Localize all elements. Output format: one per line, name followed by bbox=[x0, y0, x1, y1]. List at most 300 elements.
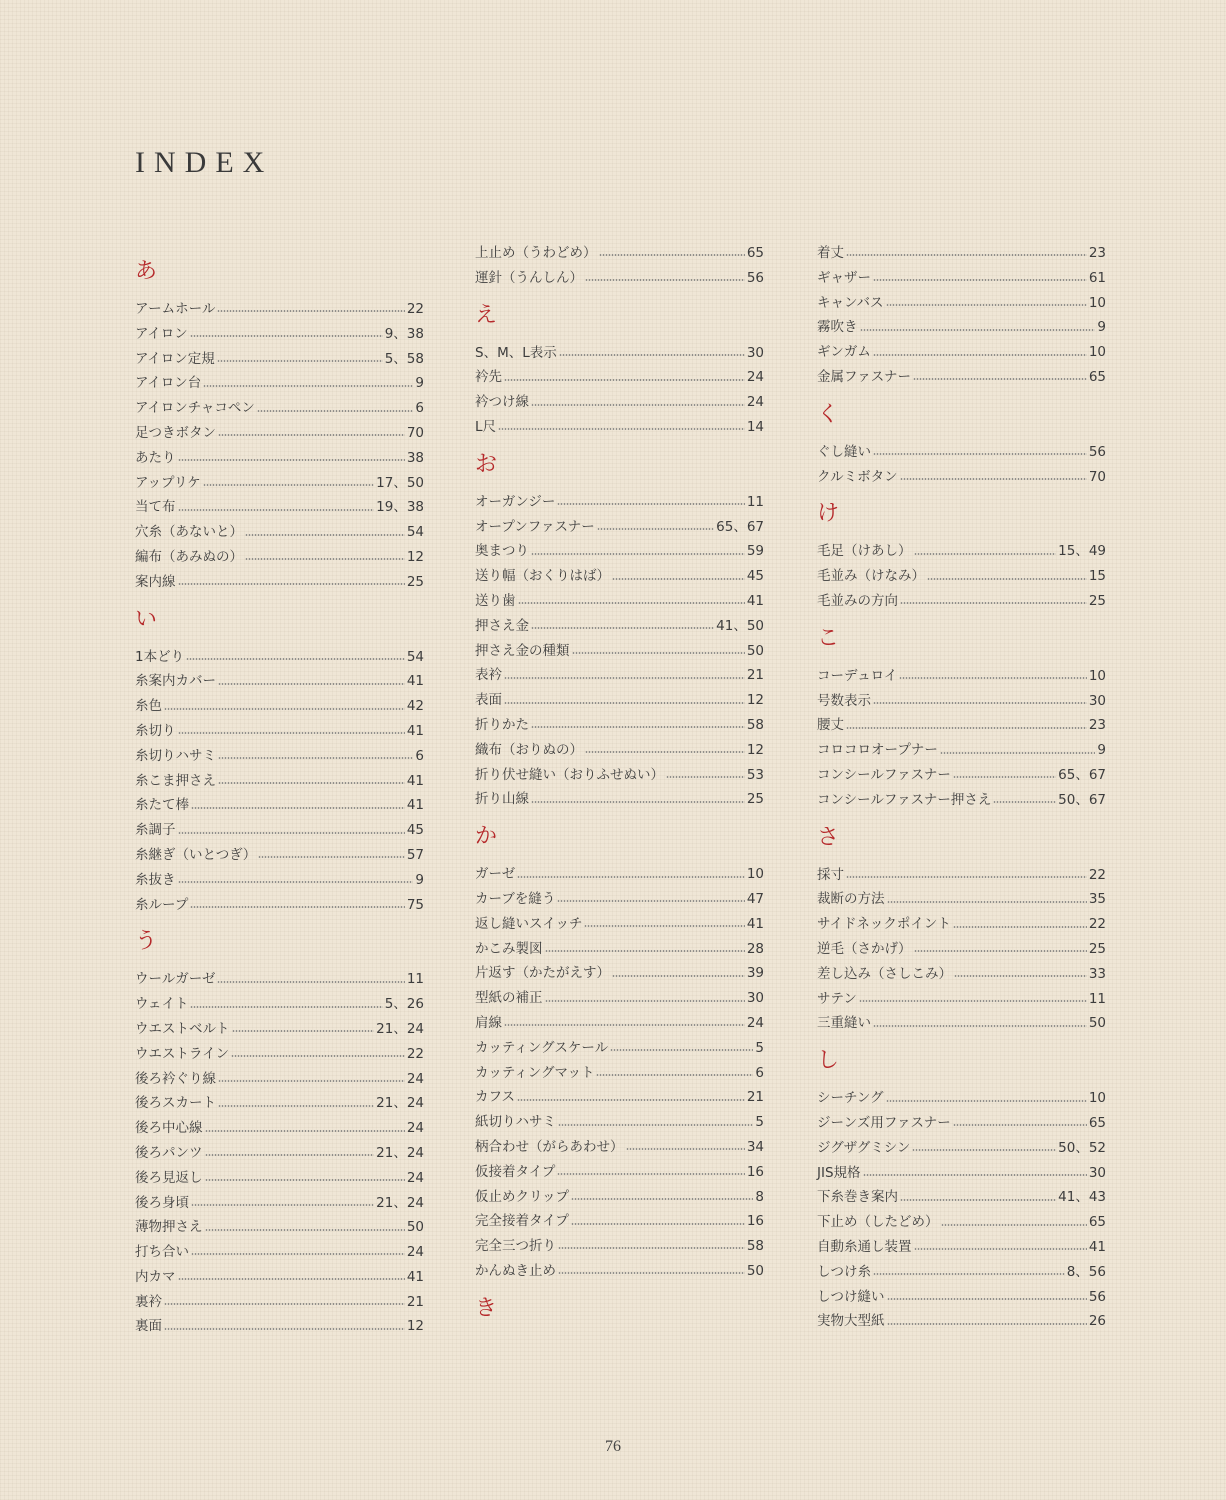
index-pages: 41 bbox=[1088, 1238, 1106, 1255]
index-entry bbox=[475, 961, 764, 986]
dot-leader bbox=[860, 329, 1096, 331]
dot-leader bbox=[164, 708, 405, 710]
index-entry bbox=[817, 713, 1106, 738]
index-term: ぐし縫い bbox=[817, 443, 871, 460]
index-entry bbox=[135, 545, 424, 570]
dot-leader bbox=[612, 578, 745, 580]
index-pages: 21 bbox=[746, 667, 764, 684]
index-term: アップリケ bbox=[135, 474, 201, 491]
index-pages: 12 bbox=[406, 1318, 424, 1335]
index-entry bbox=[475, 1135, 764, 1160]
kana-section-heading: あ bbox=[135, 259, 158, 284]
dot-leader bbox=[218, 683, 405, 685]
index-entry bbox=[475, 688, 764, 713]
dot-leader bbox=[190, 335, 383, 337]
dot-leader bbox=[585, 279, 745, 281]
index-term: 折り伏せ縫い（おりふせぬい） bbox=[475, 766, 664, 783]
index-entry bbox=[135, 1191, 424, 1216]
index-title: INDEX bbox=[135, 146, 274, 179]
index-pages: 24 bbox=[406, 1244, 424, 1261]
index-pages: 33 bbox=[1088, 965, 1106, 982]
index-term: 衿先 bbox=[475, 369, 502, 386]
dot-leader bbox=[914, 950, 1087, 952]
index-entry bbox=[817, 539, 1106, 564]
dot-leader bbox=[846, 254, 1087, 256]
index-entry bbox=[817, 664, 1106, 689]
dot-leader bbox=[190, 906, 404, 908]
index-term: アイロン bbox=[135, 325, 188, 342]
index-term: 柄合わせ（がらあわせ） bbox=[475, 1138, 624, 1155]
index-pages: 24 bbox=[406, 1169, 424, 1186]
index-pages: 41 bbox=[406, 772, 424, 789]
index-pages: 30 bbox=[746, 990, 764, 1007]
index-term: ウエストライン bbox=[135, 1045, 230, 1062]
dot-leader bbox=[517, 876, 745, 878]
index-entry bbox=[475, 738, 764, 763]
index-pages: 21 bbox=[406, 1293, 424, 1310]
index-term: 仮止めクリップ bbox=[475, 1188, 569, 1205]
index-entry bbox=[817, 241, 1106, 266]
index-term: かんぬき止め bbox=[475, 1262, 556, 1279]
index-pages: 5 bbox=[755, 1039, 764, 1056]
index-pages: 6 bbox=[415, 400, 424, 417]
index-term: あたり bbox=[135, 449, 176, 466]
index-term: シーチング bbox=[817, 1090, 884, 1107]
index-term: 糸案内カバー bbox=[135, 673, 216, 690]
index-term: 金属ファスナー bbox=[817, 368, 911, 385]
index-pages: 22 bbox=[406, 1045, 424, 1062]
index-term: 着丈 bbox=[817, 245, 844, 261]
index-term: S、M、L表示 bbox=[475, 344, 557, 361]
index-entry bbox=[475, 862, 764, 887]
index-pages: 53 bbox=[746, 766, 764, 783]
kana-section-heading: け bbox=[817, 501, 840, 527]
dot-leader bbox=[585, 751, 745, 753]
dot-leader bbox=[873, 354, 1087, 356]
index-term: 糸こま押さえ bbox=[135, 772, 216, 789]
index-pages: 41 bbox=[406, 797, 424, 814]
index-pages: 6 bbox=[415, 747, 424, 764]
dot-leader bbox=[531, 553, 745, 555]
index-pages: 22 bbox=[406, 301, 424, 317]
dot-leader bbox=[531, 801, 745, 803]
index-pages: 14 bbox=[746, 418, 764, 435]
index-entry bbox=[475, 589, 764, 614]
dot-leader bbox=[571, 1223, 745, 1225]
index-term: 後ろ中心線 bbox=[135, 1120, 203, 1137]
dot-leader bbox=[178, 509, 375, 511]
index-entry bbox=[135, 744, 424, 769]
index-pages: 56 bbox=[746, 269, 764, 286]
dot-leader bbox=[178, 832, 405, 834]
dot-leader bbox=[203, 484, 374, 486]
index-entry bbox=[135, 322, 424, 347]
index-term: 編布（あみぬの） bbox=[135, 548, 243, 565]
index-pages: 41、50 bbox=[716, 617, 764, 634]
dot-leader bbox=[217, 981, 404, 983]
index-term: 仮接着タイプ bbox=[475, 1163, 556, 1180]
index-pages: 24 bbox=[746, 394, 764, 411]
index-term: 糸ループ bbox=[135, 896, 189, 913]
index-entry bbox=[135, 694, 424, 719]
index-entry bbox=[475, 787, 764, 812]
index-column-1 bbox=[135, 247, 424, 1339]
index-pages: 58 bbox=[746, 1238, 764, 1255]
index-entry bbox=[135, 719, 424, 744]
dot-leader bbox=[873, 279, 1087, 281]
index-term: 毛足（けあし） bbox=[817, 543, 912, 560]
dot-leader bbox=[558, 1272, 745, 1274]
index-entry bbox=[475, 1160, 764, 1185]
index-pages: 50 bbox=[406, 1219, 424, 1236]
index-pages: 41 bbox=[746, 915, 764, 932]
index-pages: 8 bbox=[755, 1188, 764, 1205]
index-term: コロコロオープナー bbox=[817, 742, 938, 759]
index-term: 下糸巻き案内 bbox=[817, 1189, 898, 1206]
index-entry bbox=[817, 340, 1106, 365]
dot-leader bbox=[217, 310, 404, 312]
index-entry bbox=[475, 539, 764, 564]
index-term: ギャザー bbox=[817, 269, 871, 286]
index-entry bbox=[135, 843, 424, 868]
index-term: アームホール bbox=[135, 301, 216, 317]
index-term: ギンガム bbox=[817, 344, 871, 361]
index-term: 押さえ金 bbox=[475, 617, 529, 634]
index-pages: 8、56 bbox=[1066, 1263, 1106, 1280]
dot-leader bbox=[178, 583, 405, 585]
index-entry bbox=[135, 1314, 424, 1339]
index-term: 自動糸通し装置 bbox=[817, 1238, 912, 1255]
index-pages: 10 bbox=[1088, 344, 1106, 361]
dot-leader bbox=[940, 752, 1096, 754]
index-entry bbox=[475, 241, 764, 266]
dot-leader bbox=[873, 1273, 1065, 1275]
dot-leader bbox=[887, 901, 1087, 903]
index-pages: 10 bbox=[746, 866, 764, 883]
dot-leader bbox=[545, 1000, 745, 1002]
index-term: 糸抜き bbox=[135, 871, 176, 888]
index-pages: 9 bbox=[1097, 742, 1106, 759]
index-entry bbox=[817, 291, 1106, 316]
dot-leader bbox=[517, 1099, 745, 1101]
dot-leader bbox=[859, 1000, 1087, 1002]
index-term: 糸切りハサミ bbox=[135, 747, 216, 764]
index-term: 毛並みの方向 bbox=[817, 592, 898, 609]
index-term: 折り山線 bbox=[475, 791, 529, 808]
index-entry bbox=[135, 1166, 424, 1191]
dot-leader bbox=[610, 1049, 753, 1051]
index-pages: 39 bbox=[746, 965, 764, 982]
index-pages: 56 bbox=[1088, 1288, 1106, 1305]
index-pages: 45 bbox=[406, 822, 424, 839]
index-pages: 22 bbox=[1088, 866, 1106, 883]
index-entry bbox=[475, 1085, 764, 1110]
dot-leader bbox=[231, 1055, 405, 1057]
dot-leader bbox=[887, 1323, 1087, 1325]
index-term: コンシールファスナー押さえ bbox=[817, 791, 992, 808]
index-entry bbox=[475, 1209, 764, 1234]
index-pages: 16 bbox=[746, 1163, 764, 1180]
index-entry bbox=[817, 763, 1106, 788]
dot-leader bbox=[178, 459, 405, 461]
index-entry bbox=[475, 341, 764, 366]
index-entry bbox=[135, 1215, 424, 1240]
index-entry bbox=[135, 1290, 424, 1315]
dot-leader bbox=[599, 254, 745, 256]
index-entry bbox=[475, 515, 764, 540]
dot-leader bbox=[863, 1174, 1087, 1176]
index-entry bbox=[817, 912, 1106, 937]
index-pages: 9 bbox=[1097, 319, 1106, 336]
index-pages: 17、50 bbox=[376, 474, 424, 491]
dot-leader bbox=[572, 652, 745, 654]
index-entry bbox=[817, 365, 1106, 390]
index-term: 後ろ身頃 bbox=[135, 1194, 189, 1211]
index-entry bbox=[475, 1234, 764, 1259]
index-term: 裏衿 bbox=[135, 1293, 162, 1310]
dot-leader bbox=[900, 602, 1087, 604]
index-pages: 21、24 bbox=[376, 1144, 424, 1161]
dot-leader bbox=[953, 776, 1056, 778]
dot-leader bbox=[912, 1149, 1056, 1151]
index-entry bbox=[475, 1110, 764, 1135]
index-pages: 30 bbox=[1088, 692, 1106, 709]
dot-leader bbox=[873, 1025, 1087, 1027]
dot-leader bbox=[217, 360, 383, 362]
index-pages: 10 bbox=[1088, 294, 1106, 311]
index-term: 返し縫いスイッチ bbox=[475, 915, 583, 932]
index-term: 糸色 bbox=[135, 698, 162, 715]
index-term: 薄物押さえ bbox=[135, 1219, 203, 1236]
index-pages: 12 bbox=[746, 692, 764, 709]
dot-leader bbox=[571, 1198, 753, 1200]
index-entry bbox=[817, 1185, 1106, 1210]
index-pages: 15 bbox=[1088, 568, 1106, 585]
dot-leader bbox=[886, 1100, 1087, 1102]
dot-leader bbox=[191, 1253, 405, 1255]
index-term: コンシールファスナー bbox=[817, 766, 951, 783]
index-entry bbox=[135, 1116, 424, 1141]
dot-leader bbox=[941, 1224, 1087, 1226]
dot-leader bbox=[914, 1248, 1087, 1250]
index-term: 内カマ bbox=[135, 1268, 176, 1285]
dot-leader bbox=[504, 1024, 745, 1026]
index-term: 折りかた bbox=[475, 716, 529, 733]
index-term: アイロンチャコペン bbox=[135, 400, 255, 417]
index-entry bbox=[817, 987, 1106, 1012]
dot-leader bbox=[873, 453, 1087, 455]
index-entry bbox=[135, 769, 424, 794]
index-term: 足つきボタン bbox=[135, 424, 216, 441]
index-entry bbox=[817, 266, 1106, 291]
index-pages: 34 bbox=[746, 1138, 764, 1155]
index-pages: 65 bbox=[1088, 1214, 1106, 1231]
index-pages: 25 bbox=[406, 573, 424, 590]
dot-leader bbox=[205, 1229, 405, 1231]
index-pages: 75 bbox=[406, 896, 424, 913]
index-entry bbox=[817, 738, 1106, 763]
index-pages: 24 bbox=[746, 1014, 764, 1031]
dot-leader bbox=[597, 528, 714, 530]
index-term: 打ち合い bbox=[135, 1244, 189, 1261]
dot-leader bbox=[531, 404, 745, 406]
index-pages: 22 bbox=[1088, 916, 1106, 933]
index-entry bbox=[135, 1017, 424, 1042]
index-entry bbox=[817, 1260, 1106, 1285]
index-term: 織布（おりぬの） bbox=[475, 741, 583, 758]
dot-leader bbox=[232, 1030, 375, 1032]
index-term: かこみ製図 bbox=[475, 940, 543, 957]
index-entry bbox=[475, 912, 764, 937]
index-term: サテン bbox=[817, 990, 857, 1007]
index-entry bbox=[135, 1240, 424, 1265]
index-entry bbox=[135, 793, 424, 818]
index-entry bbox=[817, 937, 1106, 962]
index-entry bbox=[817, 1210, 1106, 1235]
index-pages: 30 bbox=[1088, 1164, 1106, 1181]
index-term: 逆毛（さかげ） bbox=[817, 940, 912, 957]
index-pages: 23 bbox=[1088, 245, 1106, 261]
index-entry bbox=[475, 937, 764, 962]
index-entry bbox=[817, 1136, 1106, 1161]
index-term: オープンファスナー bbox=[475, 518, 595, 535]
dot-leader bbox=[584, 925, 744, 927]
index-term: 押さえ金の種類 bbox=[475, 642, 570, 659]
index-entry bbox=[135, 1067, 424, 1092]
index-pages: 26 bbox=[1088, 1313, 1106, 1330]
index-entry bbox=[475, 986, 764, 1011]
index-pages: 11 bbox=[406, 971, 424, 988]
index-term: 糸切り bbox=[135, 722, 176, 739]
index-entry bbox=[475, 1011, 764, 1036]
index-entry bbox=[135, 893, 424, 918]
dot-leader bbox=[178, 1278, 405, 1280]
index-term: 三重縫い bbox=[817, 1015, 871, 1032]
dot-leader bbox=[913, 378, 1087, 380]
index-pages: 65、67 bbox=[1058, 766, 1106, 783]
index-term: カーブを縫う bbox=[475, 890, 556, 907]
index-term: 完全接着タイプ bbox=[475, 1213, 569, 1230]
index-pages: 50、67 bbox=[1058, 791, 1106, 808]
index-term: 案内線 bbox=[135, 573, 176, 590]
index-entry bbox=[817, 589, 1106, 614]
index-pages: 56 bbox=[1088, 443, 1106, 460]
index-pages: 28 bbox=[746, 940, 764, 957]
dot-leader bbox=[558, 1247, 745, 1249]
index-term: アイロン定規 bbox=[135, 350, 215, 367]
kana-section-heading: う bbox=[135, 929, 158, 955]
index-entry bbox=[817, 788, 1106, 813]
dot-leader bbox=[191, 1204, 374, 1206]
index-entry bbox=[817, 1309, 1106, 1334]
index-pages: 50 bbox=[746, 642, 764, 659]
dot-leader bbox=[205, 1154, 375, 1156]
index-entry bbox=[475, 614, 764, 639]
dot-leader bbox=[559, 354, 745, 356]
index-term: 表面 bbox=[475, 692, 502, 709]
dot-leader bbox=[190, 1006, 382, 1008]
kana-section-heading: き bbox=[475, 1295, 498, 1321]
dot-leader bbox=[873, 702, 1087, 704]
index-entry bbox=[135, 446, 424, 471]
index-pages: 47 bbox=[746, 890, 764, 907]
index-term: 実物大型紙 bbox=[817, 1313, 885, 1330]
index-term: 採寸 bbox=[817, 866, 844, 883]
index-entry bbox=[475, 390, 764, 415]
dot-leader bbox=[899, 677, 1087, 679]
dot-leader bbox=[666, 776, 745, 778]
index-pages: 24 bbox=[746, 369, 764, 386]
index-term: 紙切りハサミ bbox=[475, 1114, 556, 1131]
dot-leader bbox=[498, 428, 745, 430]
index-term: 糸調子 bbox=[135, 822, 176, 839]
index-entry bbox=[817, 1086, 1106, 1111]
index-term: 1本どり bbox=[135, 648, 185, 665]
dot-leader bbox=[531, 627, 714, 629]
dot-leader bbox=[914, 553, 1057, 555]
dot-leader bbox=[203, 385, 413, 387]
index-entry bbox=[135, 421, 424, 446]
index-pages: 41 bbox=[406, 722, 424, 739]
index-entry bbox=[475, 639, 764, 664]
index-pages: 58 bbox=[746, 716, 764, 733]
index-entry bbox=[135, 992, 424, 1017]
dot-leader bbox=[518, 602, 745, 604]
index-pages: 59 bbox=[746, 543, 764, 560]
index-entry bbox=[135, 471, 424, 496]
dot-leader bbox=[178, 881, 414, 883]
dot-leader bbox=[900, 1199, 1056, 1201]
dot-leader bbox=[954, 975, 1087, 977]
dot-leader bbox=[596, 1074, 753, 1076]
dot-leader bbox=[164, 1328, 405, 1330]
index-column-3 bbox=[817, 241, 1106, 1334]
index-term: 裁断の方法 bbox=[817, 891, 885, 908]
index-entry bbox=[817, 962, 1106, 987]
dot-leader bbox=[245, 534, 405, 536]
kana-section-heading: え bbox=[475, 302, 498, 328]
dot-leader bbox=[545, 950, 745, 952]
dot-leader bbox=[186, 658, 405, 660]
dot-leader bbox=[504, 379, 745, 381]
index-pages: 15、49 bbox=[1058, 543, 1106, 560]
index-column-2 bbox=[475, 241, 764, 1334]
index-term: 送り歯 bbox=[475, 592, 516, 609]
index-pages: 70 bbox=[406, 424, 424, 441]
index-entry bbox=[135, 1042, 424, 1067]
index-pages: 25 bbox=[1088, 592, 1106, 609]
index-entry bbox=[817, 564, 1106, 589]
index-entry bbox=[135, 347, 424, 372]
index-pages: 21、24 bbox=[376, 1194, 424, 1211]
dot-leader bbox=[557, 900, 744, 902]
index-term: 肩線 bbox=[475, 1014, 502, 1031]
index-term: 裏面 bbox=[135, 1318, 162, 1335]
index-entry bbox=[475, 713, 764, 738]
index-term: 穴糸（あないと） bbox=[135, 524, 243, 541]
index-entry bbox=[135, 645, 424, 670]
index-pages: 41 bbox=[406, 1268, 424, 1285]
index-entry bbox=[475, 1061, 764, 1086]
index-entry bbox=[135, 818, 424, 843]
index-entry bbox=[475, 763, 764, 788]
index-pages: 6 bbox=[755, 1064, 764, 1081]
dot-leader bbox=[218, 757, 413, 759]
dot-leader bbox=[258, 856, 405, 858]
index-term: 号数表示 bbox=[817, 692, 871, 709]
index-pages: 16 bbox=[746, 1213, 764, 1230]
dot-leader bbox=[626, 1148, 745, 1150]
